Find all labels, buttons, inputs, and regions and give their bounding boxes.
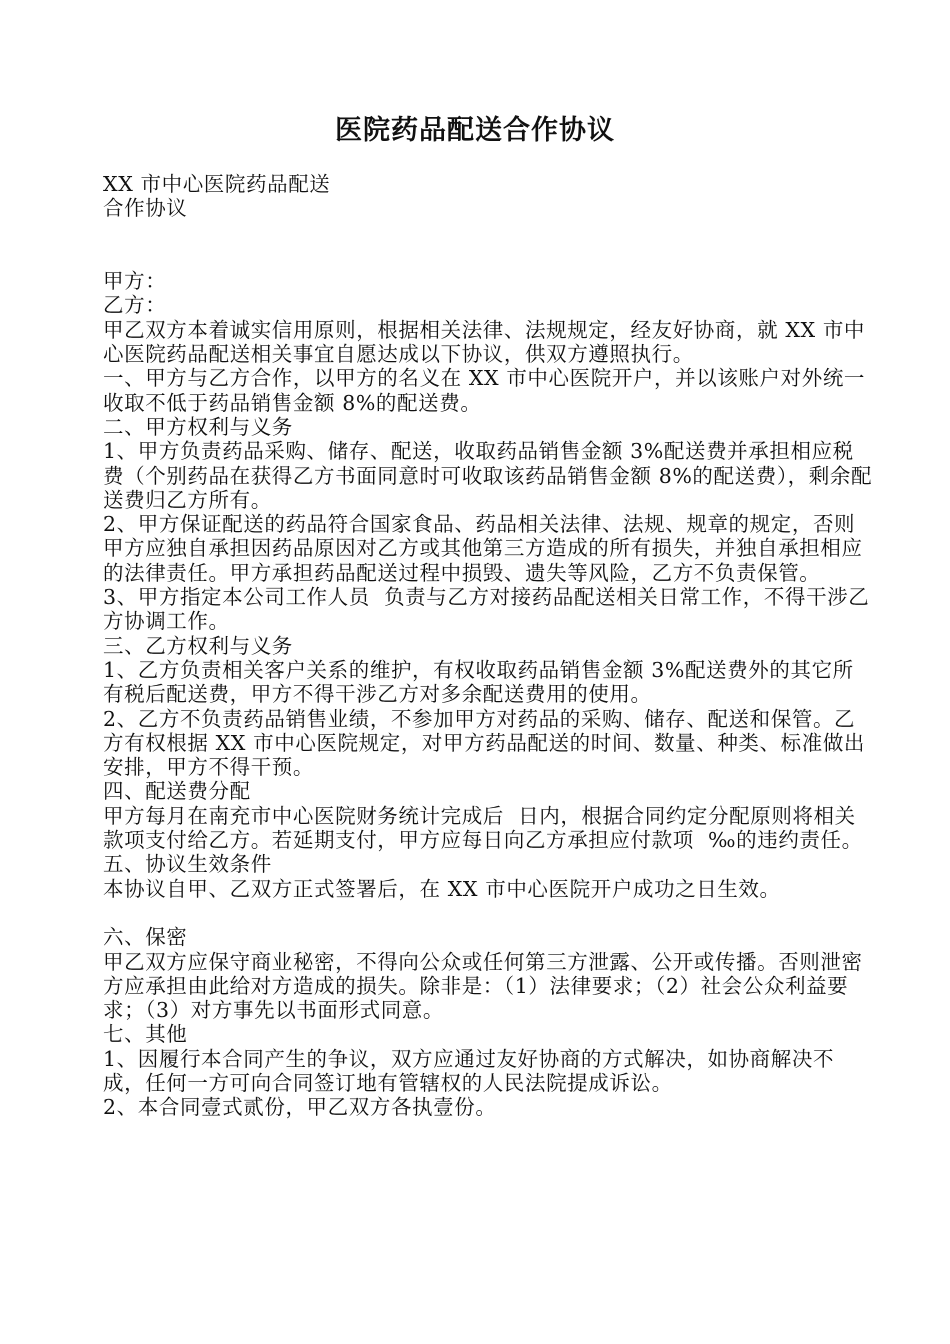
section-7-item-2: 2、本合同壹式贰份，甲乙双方各执壹份。	[103, 1095, 497, 1120]
intro-paragraph: 甲乙双方本着诚实信用原则，根据相关法律、法规规定，经友好协商，就 XX 市中心医院药品配送相关事宜自愿达成以下协议，供双方遵照执行。	[103, 317, 866, 367]
section-2-item-1: 1、甲方负责药品采购、储存、配送，收取药品销售金额 3%配送费并承担相应税费（个别药品在获得乙方书面同意时可收取该药品销售金额 8%的配送费），剩余配送费归乙方所有。	[103, 439, 873, 512]
section-3-item-2: 2、乙方不负责药品销售业绩，不参加甲方对药品的采购、储存、配送和保管。乙方有权根据 XX 市中心医院规定，对甲方药品配送的时间、数量、种类、标准做出安排，甲方不得干预。	[103, 706, 866, 780]
section-4-text: 甲方每月在南充市中心医院财务统计完成后 日内，根据合同约定分配原则将相关款项支付给乙方。若延期支付，甲方应每日向乙方承担应付款项 ‰的违约责任。	[103, 803, 863, 853]
section-2-item-2: 2、甲方保证配送的药品符合国家食品、药品相关法律、法规、规章的规定，否则甲方应独自承担因药品原因对乙方或其他第三方造成的所有损失，并独自承担相应的法律责任。甲方承担药品配送过程中损毁、遗失等风险，乙方不负责保管。	[103, 512, 863, 585]
party-b-label: 乙方：	[103, 293, 167, 318]
section-4-heading: 四、配送费分配	[103, 779, 251, 804]
section-7-heading: 七、其他	[103, 1022, 188, 1047]
section-5-text: 本协议自甲、乙双方正式签署后，在 XX 市中心医院开户成功之日生效。	[103, 876, 781, 901]
clause-1: 一、甲方与乙方合作，以甲方的名义在 XX 市中心医院开户，并以该账户对外统一收取不低于药品销售金额 8%的配送费。	[103, 366, 866, 415]
spacer	[103, 901, 873, 925]
section-5-heading: 五、协议生效条件	[103, 852, 272, 877]
document-title: 医院药品配送合作协议	[335, 115, 615, 146]
subtitle-line-2: 合作协议	[103, 196, 188, 221]
spacer	[103, 221, 873, 270]
section-7-item-1: 1、因履行本合同产生的争议，双方应通过友好协商的方式解决，如协商解决不成，任何一方可向合同签订地有管辖权的人民法院提成诉讼。	[103, 1046, 835, 1095]
section-3-heading: 三、乙方权利与义务	[103, 633, 293, 658]
party-a-label: 甲方：	[103, 269, 167, 294]
section-3-item-1: 1、乙方负责相关客户关系的维护，有权收取药品销售金额 3%配送费外的其它所有税后配送费，甲方不得干涉乙方对多余配送费用的使用。	[103, 657, 854, 707]
subtitle-line-1: XX 市中心医院药品配送	[103, 172, 331, 196]
document-body	[103, 172, 873, 1120]
section-6-text: 甲乙双方应保守商业秘密，不得向公众或任何第三方泄露、公开或传播。否则泄密方应承担由此给对方造成的损失。除非是：（1）法律要求；（2）社会公众利益要求；（3）对方事先以书面形式同意。	[103, 949, 863, 1023]
section-2-item-3: 3、甲方指定本公司工作人员 负责与乙方对接药品配送相关日常工作，不得干涉乙方协调工作。	[103, 585, 870, 634]
section-2-heading: 二、甲方权利与义务	[103, 414, 293, 439]
section-6-heading: 六、保密	[103, 925, 188, 950]
